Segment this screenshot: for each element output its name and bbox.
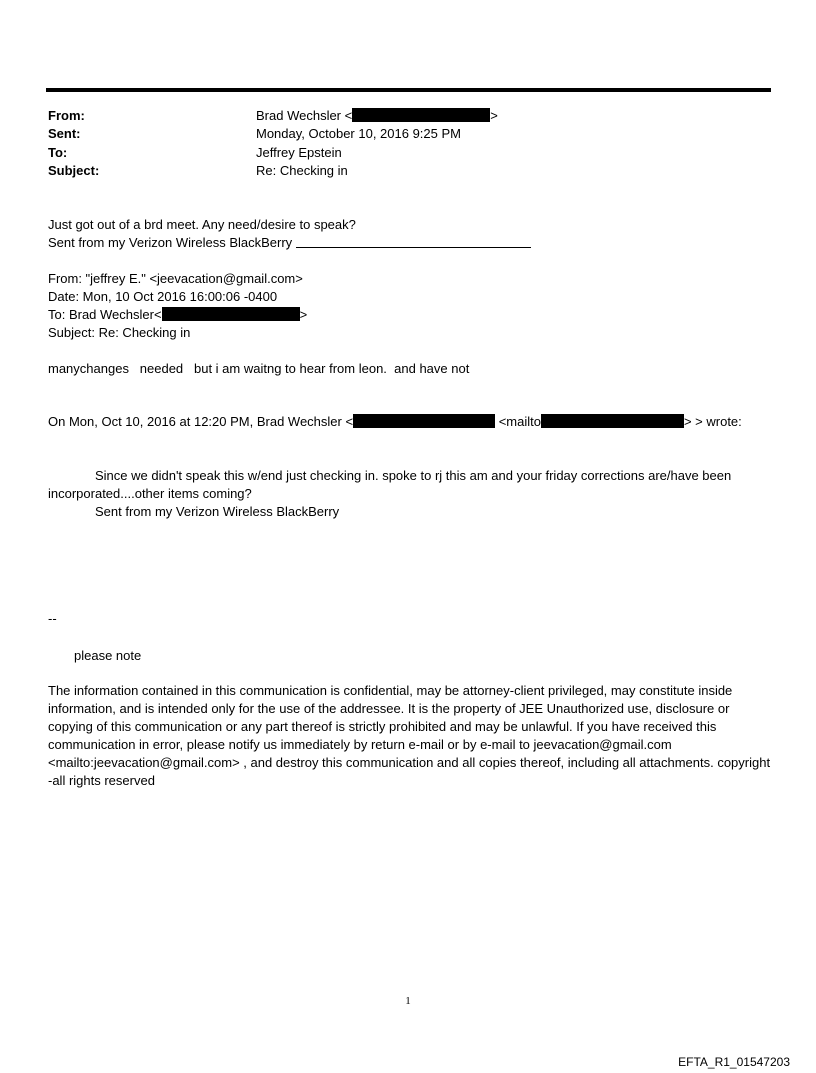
document-id: EFTA_R1_01547203	[678, 1055, 790, 1069]
redaction-box	[352, 108, 490, 122]
on-wrote-suffix: > > wrote:	[683, 414, 742, 429]
on-wrote-line	[48, 413, 742, 431]
reply-text: manychanges needed but i am waitng to hear from leon. and have not	[48, 361, 470, 376]
redaction-box	[353, 414, 495, 428]
redaction-box	[541, 414, 684, 428]
quoted-to-prefix: To: Brad Wechsler<	[48, 307, 162, 322]
redaction-box	[162, 307, 300, 321]
quoted-from: From: "jeffrey E." <jeevacation@gmail.com>	[48, 271, 303, 286]
sent-value: Monday, October 10, 2016 9:25 PM	[256, 126, 461, 141]
body-line-1: Just got out of a brd meet. Any need/desire to speak?	[48, 217, 356, 232]
to-value: Jeffrey Epstein	[256, 145, 342, 160]
signature-rule	[296, 235, 531, 248]
from-value	[256, 107, 498, 125]
from-value-prefix: Brad Wechsler <	[256, 108, 353, 123]
quoted-subject: Subject: Re: Checking in	[48, 325, 191, 340]
from-label: From:	[48, 108, 85, 123]
sent-label: Sent:	[48, 126, 81, 141]
mailto-label: <mailto	[498, 414, 541, 429]
quoted-to-suffix: >	[299, 307, 308, 322]
disclaimer: The information contained in this communication is confidential, may be attorney-client privileged, may constitute inside information, and is intended only for the use of the addressee. It is the property of JEE Unauthorized use, disclosure or copying of this communication or any part thereof is strictly prohibited and may be unlawful. If you have received this communication in error, please notify us immediately by return e-mail or by e-mail to jeevacation@gmail.com <mailto:jeevacation@gmail.com> , and destroy this communication and all copies thereof, including all attachments. copyright -all rights reserved	[48, 683, 771, 788]
original-message: Since we didn't speak this w/end just checking in. spoke to rj this am and your friday corrections are/have been incorporated....other items coming?	[48, 468, 732, 501]
on-wrote-prefix: On Mon, Oct 10, 2016 at 12:20 PM, Brad Wechsler <	[48, 414, 354, 429]
original-signature: Sent from my Verizon Wireless BlackBerry	[95, 504, 340, 519]
subject-label: Subject:	[48, 163, 100, 178]
body-signature	[48, 234, 531, 252]
quoted-date: Date: Mon, 10 Oct 2016 16:00:06 -0400	[48, 289, 278, 304]
subject-value: Re: Checking in	[256, 163, 348, 178]
header-rule	[46, 88, 771, 92]
from-value-suffix: >	[490, 108, 498, 123]
page-number: 1	[405, 995, 411, 1007]
signature-dashes: --	[48, 611, 57, 626]
please-note: please note	[74, 648, 142, 663]
body-signature-text: Sent from my Verizon Wireless BlackBerry	[48, 235, 293, 250]
to-label: To:	[48, 145, 68, 160]
quoted-to	[48, 306, 307, 324]
